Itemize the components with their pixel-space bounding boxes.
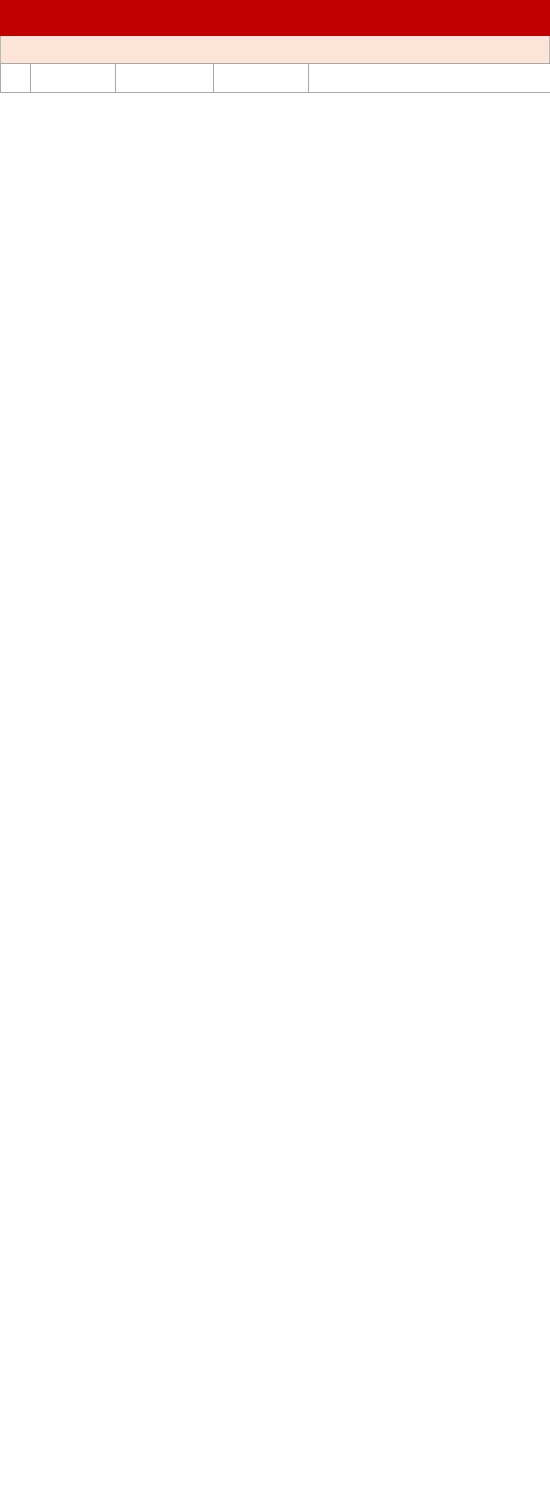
header-no: [1, 64, 31, 93]
activity-table: [0, 63, 550, 93]
notice-banner: [0, 36, 550, 63]
table-header-row: [1, 64, 550, 93]
header-organizer: [214, 64, 309, 93]
header-content: [309, 64, 550, 93]
header-place: [116, 64, 214, 93]
header-time: [31, 64, 116, 93]
page-title: [0, 0, 550, 36]
